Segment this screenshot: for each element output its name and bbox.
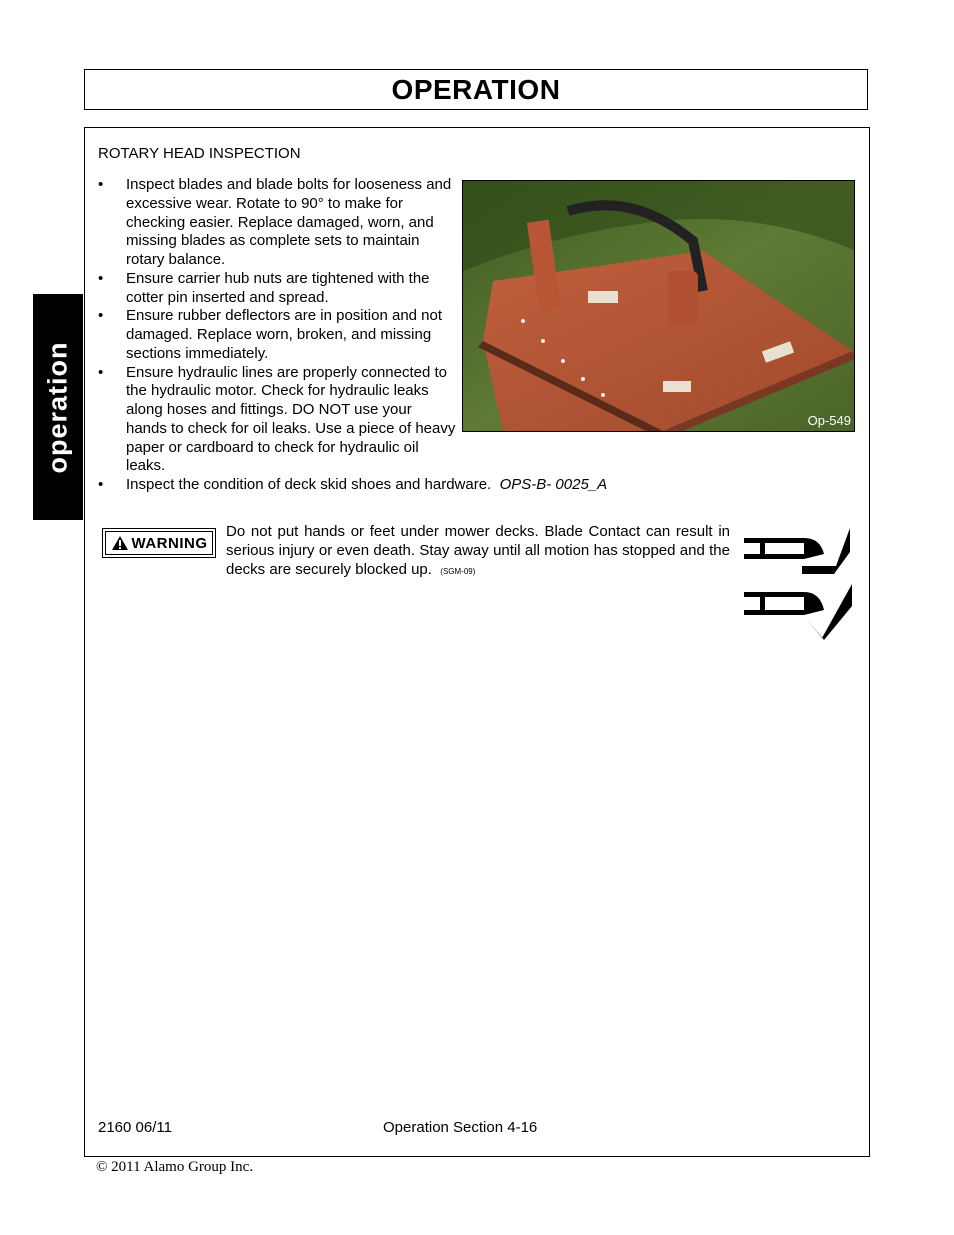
warning-badge-inner	[105, 531, 213, 555]
list-item-text: Inspect blades and blade bolts for looseness and excessive wear. Rotate to 90° to make for checking easier. Replace damaged, worn, and missing blades as complete sets to maintain rotary balance.	[126, 176, 452, 268]
warning-message	[226, 523, 730, 581]
warning-message-text: Do not put hands or feet under mower decks. Blade Contact can result in serious injury or even death. Stay away until all motion has stopped and the decks are securely blocked up.	[226, 523, 730, 578]
list-item-text: Ensure rubber deflectors are in position and not damaged. Replace worn, broken, and missing sections immediately.	[126, 307, 443, 362]
list-item	[98, 364, 456, 477]
bullet-marker: •	[98, 476, 104, 493]
list-item-text: Inspect the condition of deck skid shoes and hardware.	[126, 476, 492, 493]
photo-label: Op-549	[807, 413, 851, 428]
footer-page-ref: Operation Section 4-16	[383, 1119, 538, 1136]
mower-illustration	[463, 181, 855, 432]
warning-code: (SGM-09)	[440, 566, 476, 576]
warning-badge	[102, 528, 216, 558]
bullet-marker: •	[98, 269, 104, 287]
bullet-marker: •	[98, 307, 104, 325]
list-item-text: Ensure carrier hub nuts are tightened with the cotter pin inserted and spread.	[126, 269, 430, 306]
reference-code: OPS-B- 0025_A	[499, 476, 608, 493]
side-section-tab	[33, 294, 83, 520]
blade-contact-hazard-icon	[742, 526, 854, 640]
list-item	[98, 176, 456, 270]
rotary-mower-photo	[462, 180, 855, 432]
list-item	[98, 270, 456, 308]
warning-label: WARNING	[131, 534, 208, 552]
list-item-text: Ensure hydraulic lines are properly connected to the hydraulic motor. Check for hydraulic leaks along hoses and fittings. DO NOT use your hands to check for oil leaks. Use a piece of heavy paper or cardboard to check for hydraulic oil leaks.	[126, 363, 456, 475]
page-header	[84, 69, 868, 110]
copyright: © 2011 Alamo Group Inc.	[96, 1159, 254, 1175]
list-item	[98, 476, 686, 495]
warning-triangle-icon	[111, 535, 129, 551]
side-tab-label: operation	[42, 340, 73, 474]
bullet-marker: •	[98, 176, 104, 193]
page-title: OPERATION	[391, 73, 561, 105]
list-item	[98, 307, 456, 363]
footer-model-date: 2160 06/11	[98, 1119, 172, 1136]
bullet-marker: •	[98, 363, 104, 381]
section-title: ROTARY HEAD INSPECTION	[98, 145, 301, 162]
